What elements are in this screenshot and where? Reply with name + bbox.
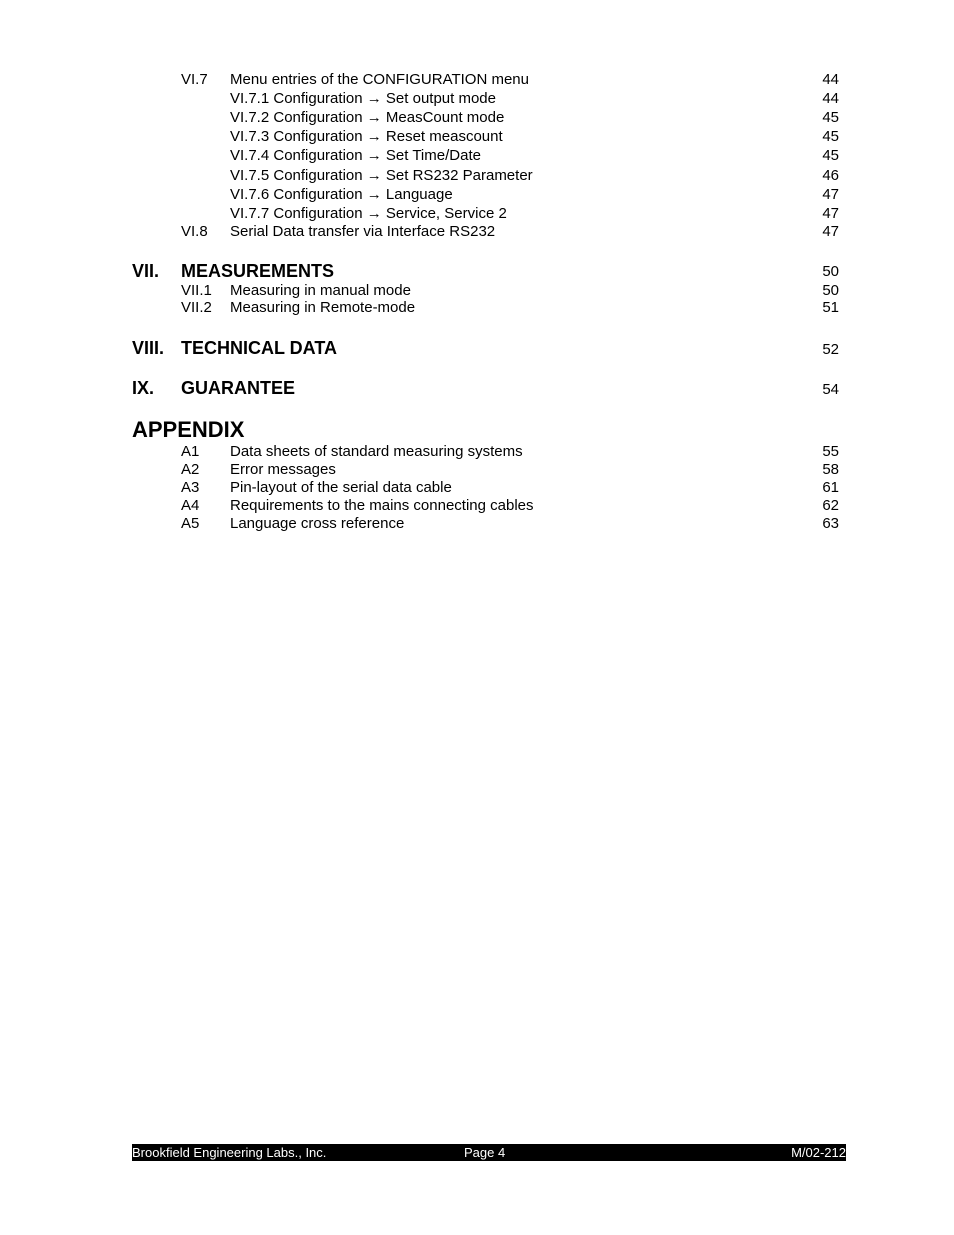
toc-section-page: 50 <box>822 263 839 280</box>
toc-entry-page: 50 <box>822 282 839 299</box>
toc-section-vii[interactable] <box>0 260 954 282</box>
toc-entry-a1[interactable] <box>0 442 954 462</box>
toc-entry-title: VI.7.4 Configuration → Set Time/Date <box>230 147 481 164</box>
toc-entry-title: VI.7.7 Configuration → Service, Service 2 <box>230 205 507 222</box>
toc-entry-page: 63 <box>822 515 839 532</box>
toc-entry-page: 47 <box>822 205 839 222</box>
toc-entry-number: VII.2 <box>181 299 212 316</box>
toc-section-title: GUARANTEE <box>181 378 296 398</box>
toc-entry-title: Measuring in Remote-mode <box>230 299 416 316</box>
toc-entry-vii2[interactable] <box>0 298 954 318</box>
toc-section-number: VIII. <box>132 338 165 358</box>
toc-entry-page: 45 <box>822 128 839 145</box>
toc-entry-title: VI.7.5 Configuration → Set RS232 Parameter <box>230 167 533 184</box>
toc-entry-title: Pin-layout of the serial data cable <box>230 479 452 496</box>
toc-entry-page: 62 <box>822 497 839 514</box>
toc-entry-vi7-1[interactable] <box>0 89 954 109</box>
footer-doc-id: M/02-212 <box>791 1145 846 1160</box>
toc-entry-vi7-6[interactable] <box>0 185 954 205</box>
toc-entry-vi7-3[interactable] <box>0 127 954 147</box>
toc-entry-page: 47 <box>822 223 839 240</box>
toc-entry-page: 58 <box>822 461 839 478</box>
toc-entry-page: 51 <box>822 299 839 316</box>
toc-entry-a4[interactable] <box>0 496 954 516</box>
toc-entry-page: 44 <box>822 90 839 107</box>
toc-entry-title: Error messages <box>230 461 336 478</box>
toc-section-title: MEASUREMENTS <box>181 261 335 281</box>
toc-entry-title: VI.7.3 Configuration → Reset meascount <box>230 128 503 145</box>
toc-entry-title: Serial Data transfer via Interface RS232 <box>230 223 496 240</box>
toc-entry-page: 61 <box>822 479 839 496</box>
toc-entry-page: 47 <box>822 186 839 203</box>
toc-entry-vi7-5[interactable] <box>0 166 954 186</box>
toc-entry-number: A3 <box>181 479 200 496</box>
toc-section-number: VII. <box>132 261 160 281</box>
toc-section-number: IX. <box>132 378 155 398</box>
toc-entry-vi7-4[interactable] <box>0 146 954 166</box>
footer-company: Brookfield Engineering Labs., Inc. <box>132 1145 327 1160</box>
toc-entry-title: VI.7.2 Configuration → MeasCount mode <box>230 109 505 126</box>
toc-section-ix[interactable] <box>0 377 954 399</box>
toc-entry-title: VI.7.6 Configuration → Language <box>230 186 453 203</box>
toc-entry-vi8[interactable] <box>0 222 954 242</box>
toc-entry-vi7-2[interactable] <box>0 108 954 128</box>
toc-entry-number: A4 <box>181 497 200 514</box>
toc-entry-title: Data sheets of standard measuring systems <box>230 443 523 460</box>
toc-section-viii[interactable] <box>0 337 954 359</box>
toc-entry-title: Measuring in manual mode <box>230 282 411 299</box>
toc-entry-number: A5 <box>181 515 200 532</box>
toc-entry-title: Language cross reference <box>230 515 405 532</box>
toc-entry-number: A2 <box>181 461 200 478</box>
toc-entry-a2[interactable] <box>0 460 954 480</box>
toc-entry-page: 45 <box>822 109 839 126</box>
toc-entry-title: Requirements to the mains connecting cables <box>230 497 534 514</box>
toc-section-page: 54 <box>822 381 839 398</box>
toc-section-page: 52 <box>822 341 839 358</box>
toc-entry-page: 46 <box>822 167 839 184</box>
toc-entry-a5[interactable] <box>0 514 954 534</box>
toc-entry-a3[interactable] <box>0 478 954 498</box>
toc-entry-page: 55 <box>822 443 839 460</box>
appendix-heading: APPENDIX <box>132 417 245 442</box>
toc-entry-number: VII.1 <box>181 282 212 299</box>
page-footer <box>132 1144 846 1161</box>
toc-entry-vi7[interactable] <box>0 70 954 90</box>
toc-entry-vi7-7[interactable] <box>0 204 954 224</box>
toc-entry-title: Menu entries of the CONFIGURATION menu <box>230 71 529 88</box>
toc-entry-number: VI.7 <box>181 71 208 88</box>
toc-entry-page: 44 <box>822 71 839 88</box>
footer-page-number: Page 4 <box>464 1145 506 1160</box>
toc-section-title: TECHNICAL DATA <box>181 338 337 358</box>
toc-entry-number: VI.8 <box>181 223 208 240</box>
toc-entry-title: VI.7.1 Configuration → Set output mode <box>230 90 496 107</box>
toc-entry-page: 45 <box>822 147 839 164</box>
toc-entry-number: A1 <box>181 443 200 460</box>
